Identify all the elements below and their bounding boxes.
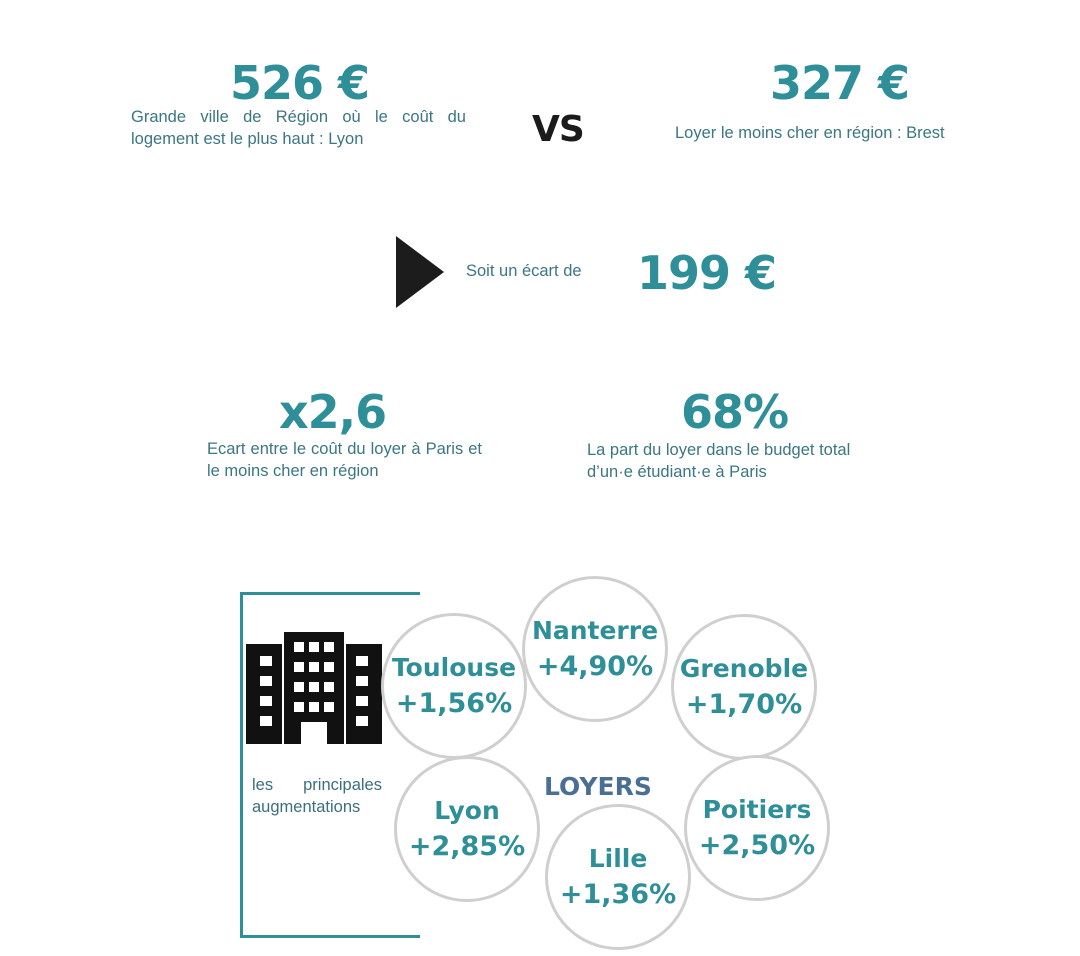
bubble-nanterre [522,576,668,722]
side-label: les principales augmentations [252,776,382,816]
bubble-lille [545,804,691,950]
bubble-grenoble [671,614,817,760]
gap-label: Soit un écart de [466,262,582,280]
share-value: 68% [681,385,789,439]
bubble-city: Poitiers [702,795,812,824]
loyers-label: LOYERS [544,772,652,801]
share-caption: La part du loyer dans le budget total d’un·e étudiant·e à Paris [587,441,851,481]
lyon-caption: Grande ville de Région où le coût du logement est le plus haut : Lyon [131,108,466,148]
brest-value: 327 € [770,56,910,110]
vs-label: VS [532,109,584,150]
bubble-poitiers [684,755,830,901]
bubble-change: +1,70% [685,689,803,720]
brest-caption: Loyer le moins cher en région : Brest [675,124,945,142]
bubble-city: Lyon [434,796,500,825]
play-arrow-icon [396,236,444,308]
bubble-city: Toulouse [391,653,517,682]
bubble-city: Nanterre [531,616,659,645]
ratio-caption: Ecart entre le coût du loyer à Paris et le moins cher en région [207,440,482,480]
bubble-change: +2,85% [408,831,526,862]
bubble-city: Grenoble [679,654,809,683]
bubble-city: Lille [588,844,648,873]
gap-value: 199 € [637,246,777,300]
bubble-change: +1,56% [395,688,513,719]
bubble-change: +4,90% [536,651,654,682]
lyon-value: 526 € [230,56,370,110]
bubble-change: +1,36% [559,879,677,910]
bubble-change: +2,50% [698,830,816,861]
bubble-lyon [394,756,540,902]
ratio-value: x2,6 [279,385,387,439]
building-icon [246,632,382,744]
bubble-toulouse [381,613,527,759]
